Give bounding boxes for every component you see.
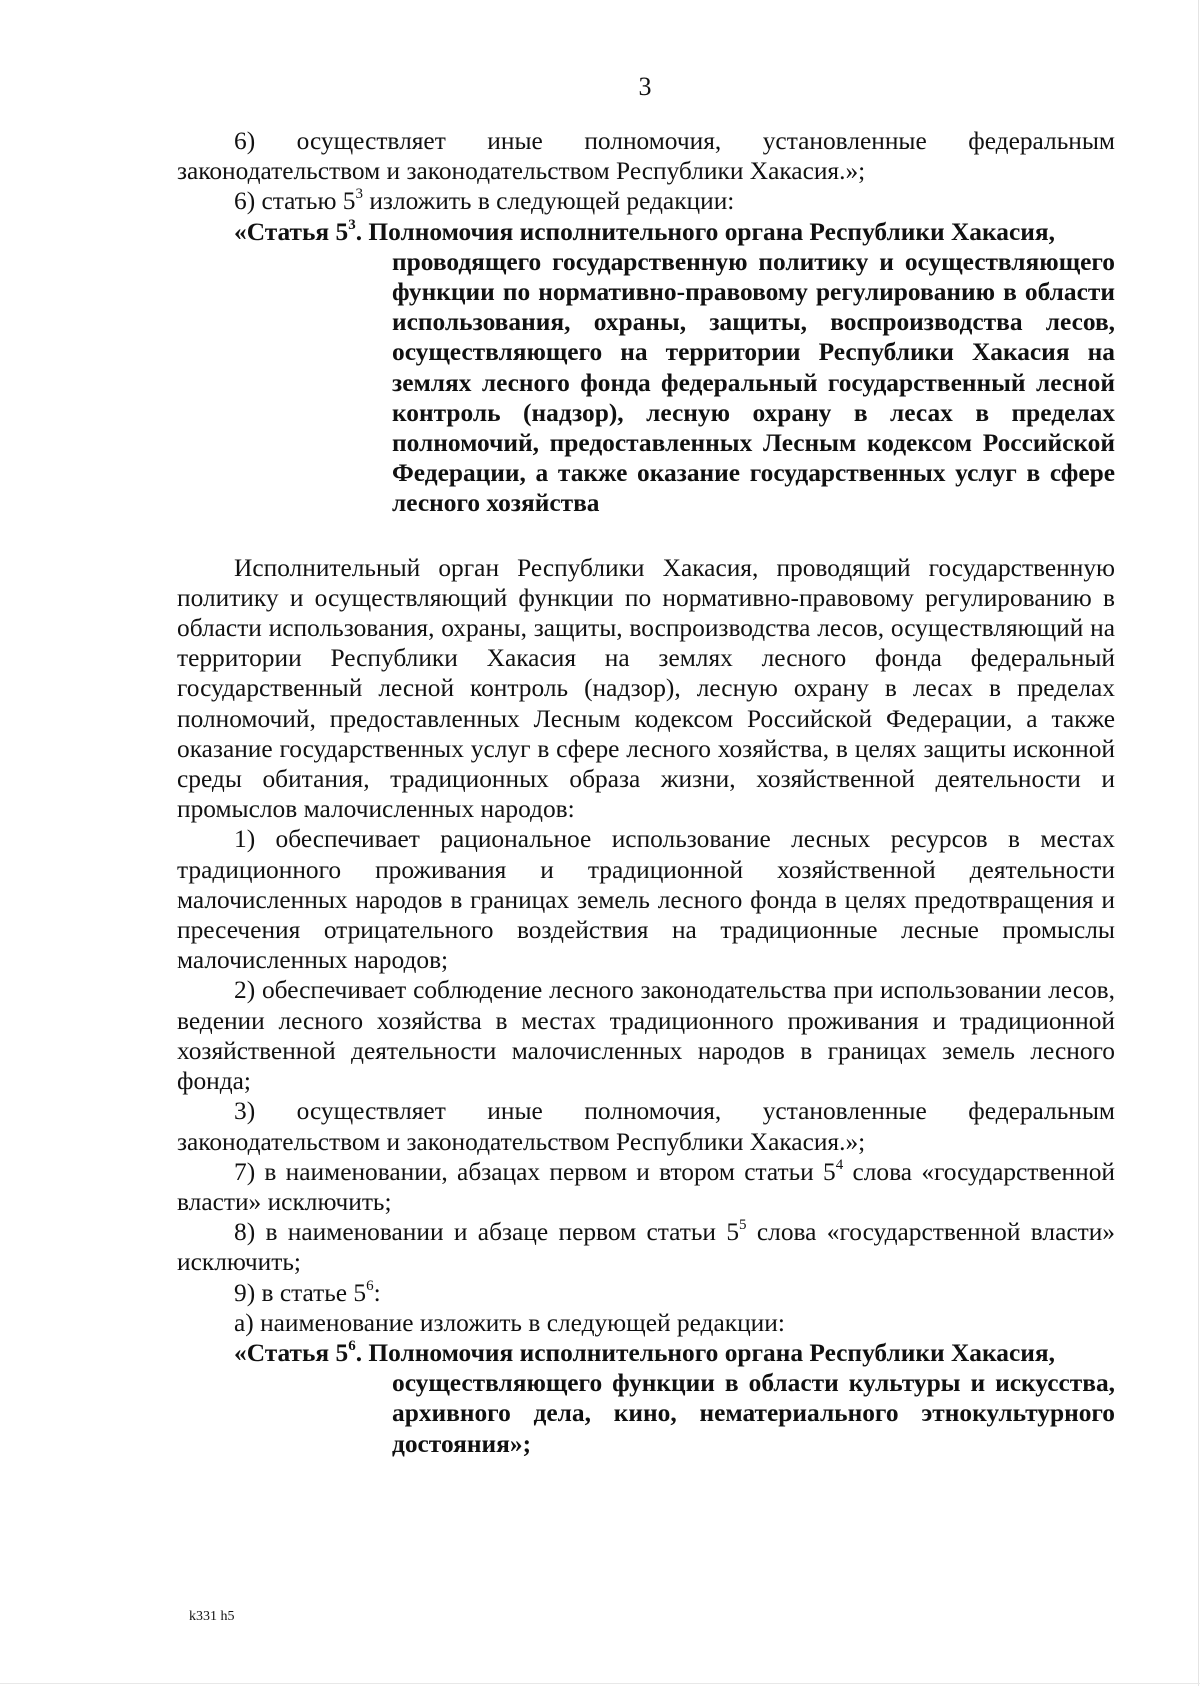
page-number: 3	[638, 72, 652, 101]
article-5-6-heading-continuation: осуществляющего функции в области культуры и искусства, архивного дела, кино, нематериального этнокультурного достояния»;	[392, 1369, 1115, 1458]
paragraph-item-2-compliance: 2) обеспечивает соблюдение лесного законодательства при использовании лесов, ведении лесного хозяйства в местах традиционного проживания и традиционной хозяйственной деятельности малочисленных народов в границах земель лесного фонда;	[177, 976, 1115, 1096]
scan-edge-bottom	[0, 1683, 1200, 1684]
paragraph-item-a-title: а) наименование изложить в следующей редакции:	[234, 1308, 785, 1337]
paragraph-amend-article-5-4: 7) в наименовании, абзацах первом и втором статьи $5^4$ слова «государственной власти» исключить;	[177, 1156, 1115, 1216]
paragraph-item-1-rational-use: 1) обеспечивает рациональное использование лесных ресурсов в местах традиционного проживания и традиционной хозяйственной деятельности малочисленных народов в границах земель лесного фонда в целях предотвращения и пресечения отрицательного воздействия на традиционные лесные промыслы малочисленных народов;	[177, 825, 1115, 975]
scan-edge-right	[1198, 0, 1199, 1686]
footer-document-code: k331 h5	[189, 1609, 235, 1624]
paragraph-amend-article-5-5: 8) в наименовании и абзаце первом статьи $5^5$ слова «государственной власти» исключить;	[177, 1217, 1115, 1277]
paragraph-item-6-other-powers: 6) осуществляет иные полномочия, установленные федеральным законодательством и законодательством Республики Хакасия.»;	[177, 127, 1115, 186]
paragraph-amend-article-5-3: 6) статью $5^3$ изложить в следующей редакции:	[234, 186, 735, 216]
paragraph-forestry-body-intro: Исполнительный орган Республики Хакасия, проводящий государственную политику и осуществляющий функции по нормативно-правовому регулированию в области использования, охраны, защиты, воспроизводства лесов, осуществляющий на территории Республики Хакасия на землях лесного фонда федеральный государственный лесной контроль (надзор), лесную охрану в лесах в пределах полномочий, предоставленных Лесным кодексом Российской Федерации, а также оказание государственных услуг в сфере лесного хозяйства, в целях защиты исконной среды обитания, традиционных образа жизни, хозяйственной деятельности и промыслов малочисленных народов:	[177, 553, 1115, 824]
article-5-3-heading: «Статья $5^3$. Полномочия исполнительного органа Республики Хакасия, проводящего государственную политику и осуществляющего функции по нормативно-правовому регулированию в области использования, охраны, защиты, воспроизводства лесов, осуществляющего на территории Республики Хакасия на землях лесного фонда федеральный государственный лесной контроль (надзор), лесную охрану в лесах в пределах полномочий, предоставленных Лесным кодексом Российской Федерации, а также оказание государственных услуг в сфере лесного хозяйства	[234, 216, 1115, 518]
paragraph-item-3-other-powers: 3) осуществляет иные полномочия, установленные федеральным законодательством и законодательством Республики Хакасия.»;	[177, 1097, 1115, 1156]
article-5-3-heading-continuation: проводящего государственную политику и осуществляющего функции по нормативно-правовому регулированию в области использования, охраны, защиты, воспроизводства лесов, осуществляющего на территории Республики Хакасия на землях лесного фонда федеральный государственный лесной контроль (надзор), лесную охрану в лесах в пределах полномочий, предоставленных Лесным кодексом Российской Федерации, а также оказание государственных услуг в сфере лесного хозяйства	[392, 247, 1115, 518]
document-body	[177, 126, 1115, 1459]
article-5-6-heading: «Статья $5^6$. Полномочия исполнительного органа Республики Хакасия, осуществляющего функции в области культуры и искусства, архивного дела, кино, нематериального этнокультурного достояния»;	[234, 1337, 1115, 1458]
paragraph-amend-article-5-6: 9) в статье $5^6$:	[234, 1277, 381, 1307]
